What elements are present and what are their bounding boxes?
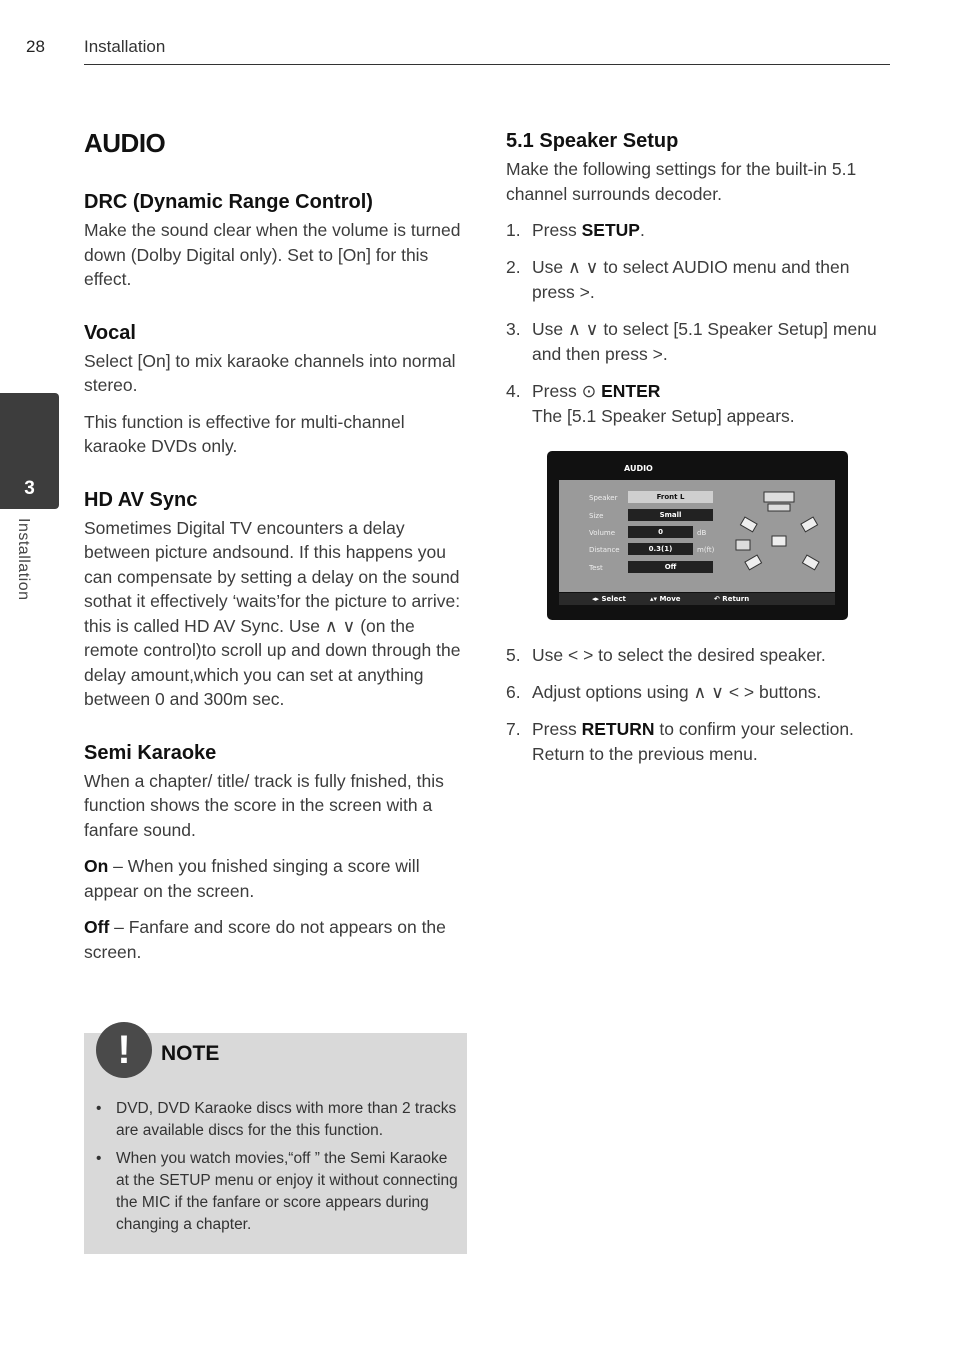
bullet-icon: •	[96, 1100, 102, 1117]
semi-karaoke-text: When a chapter/ title/ track is fully fnished, this function shows the score in the screen with a fanfare sound.	[84, 770, 444, 840]
osd-move-hint: ▴▾ Move	[650, 595, 681, 603]
hd-av-sync-heading: HD AV Sync	[84, 488, 198, 511]
drc-section	[84, 191, 468, 292]
osd-value: 0.3(1)	[628, 543, 693, 555]
vocal-text-2: This function is effective for multi-channel karaoke DVDs only.	[84, 411, 405, 456]
vocal-text-1: Select [On] to mix karaoke channels into normal stereo.	[84, 350, 456, 395]
page-number: 28	[26, 37, 45, 56]
exclamation-icon: !	[96, 1022, 152, 1078]
step-item: 3. Use ∧ ∨ to select [5.1 Speaker Setup] menu and then press >.	[506, 319, 877, 364]
osd-select-hint: ◂▸ Select	[592, 595, 626, 603]
note-item: • DVD, DVD Karaoke discs with more than 2 tracks are available discs for the this function.	[96, 1100, 457, 1139]
left-column	[84, 128, 468, 994]
note-title: NOTE	[161, 1042, 220, 1065]
chapter-tab-label: Installation	[15, 518, 32, 601]
note-item: • When you watch movies,“off ” the Semi Karaoke at the SETUP menu or enjoy it without connecting the MIC if the fanfare or score appears during changing a chapter.	[96, 1150, 458, 1233]
chapter-tab-number: 3	[24, 478, 35, 499]
karaoke-off-paragraph	[84, 915, 468, 964]
page-heading: AUDIO	[84, 128, 166, 158]
osd-label: Volume	[589, 529, 616, 537]
step-item: 7. Press RETURN to confirm your selection. Return to the previous menu.	[506, 719, 854, 764]
osd-title: AUDIO	[624, 464, 653, 473]
page-section-title: Installation	[84, 37, 166, 56]
hd-av-sync-text: Sometimes Digital TV encounters a delay between picture andsound. If this happens you can compensate by setting a delay on the sound sothat it effectively ‘waits’for the picture to arrive: this is called HD AV Sync. Use ∧ ∨ (on the remote control)to scroll up and down through the delay amount,which you can set at anything between 0 and 300m sec.	[84, 517, 461, 709]
osd-label: Speaker	[589, 494, 618, 502]
osd-value: Off	[628, 561, 713, 573]
karaoke-on-paragraph	[84, 854, 468, 903]
osd-label: Test	[589, 564, 603, 572]
bullet-icon: •	[96, 1150, 102, 1167]
speaker-setup-intro: Make the following settings for the built-in 5.1 channel surrounds decoder.	[506, 159, 857, 204]
step-item: 5. Use < > to select the desired speaker.	[506, 645, 826, 665]
osd-value: 0	[628, 526, 693, 538]
semi-karaoke-section	[84, 742, 468, 965]
step-item: 2. Use ∧ ∨ to select AUDIO menu and then press >.	[506, 257, 850, 302]
drc-heading: DRC (Dynamic Range Control)	[84, 191, 373, 213]
osd-unit: m(ft)	[697, 546, 715, 554]
step-item: 1. Press SETUP.	[506, 220, 645, 240]
karaoke-on-label: On	[84, 856, 109, 876]
karaoke-off-text: – Fanfare and score do not appears on the screen.	[84, 917, 446, 962]
speaker-layout-icon	[730, 488, 830, 578]
step-item: 4. Press ⊙ ENTER The [5.1 Speaker Setup] appears.	[506, 381, 795, 426]
drc-text: Make the sound clear when the volume is turned down (Dolby Digital only). Set to [On] for this effect.	[84, 220, 461, 289]
osd-return-hint: ↶ Return	[714, 595, 750, 603]
speaker-setup-heading: 5.1 Speaker Setup	[506, 130, 679, 152]
note-list	[96, 1098, 462, 1242]
osd-label: Size	[589, 512, 604, 520]
vocal-heading: Vocal	[84, 321, 136, 344]
osd-unit: dB	[697, 529, 707, 537]
hd-av-sync-section	[84, 489, 468, 712]
semi-karaoke-heading: Semi Karaoke	[84, 741, 217, 764]
osd-value: Front L	[628, 491, 713, 503]
karaoke-on-text: – When you fnished singing a score will appear on the screen.	[84, 856, 420, 901]
vocal-section	[84, 322, 468, 459]
header-divider	[84, 64, 890, 65]
osd-label: Distance	[589, 546, 620, 554]
step-item: 6. Adjust options using ∧ ∨ < > buttons.	[506, 682, 822, 702]
karaoke-off-label: Off	[84, 917, 110, 937]
osd-value: Small	[628, 509, 713, 521]
